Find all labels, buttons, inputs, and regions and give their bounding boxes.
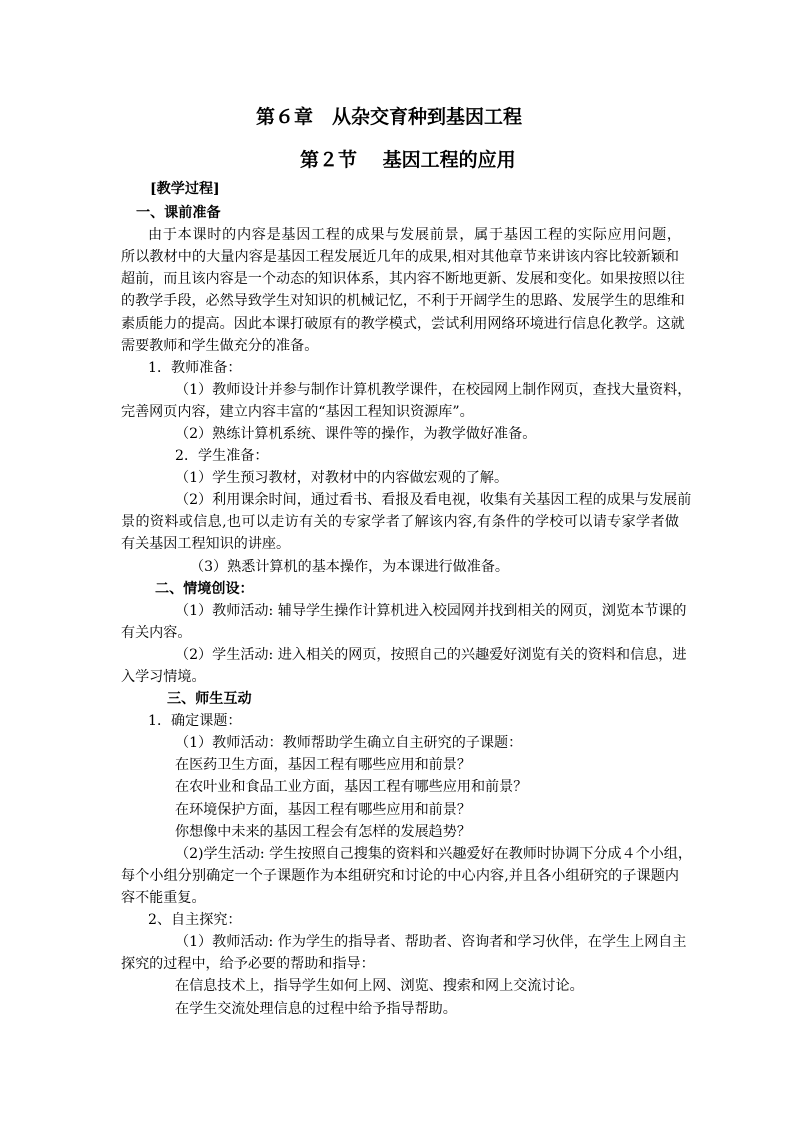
paragraph-line: （1）学生预习教材，对教材中的内容做宏观的了解。 [175,470,509,486]
heading-pre-class-preparation: 一、课前准备 [136,205,221,221]
paragraph-line: 有关内容。 [121,625,192,641]
paragraph-line: 超前，而且该内容是一个动态的知识体系，其内容不断地更新、发展和变化。如果按照以往 [121,271,685,287]
teacher-preparation-heading: 1．教师准备： [148,360,242,376]
paragraph-line: （1）教师活动: 作为学生的指导者、帮助者、咨询者和学习伙伴，在学生上网自主 [175,934,687,950]
paragraph-line: 景的资料或信息,也可以走访有关的专家学者了解该内容,有条件的学校可以请专家学者做 [121,514,679,530]
paragraph-line: 容不能重复。 [121,890,206,906]
paragraph-line: 入学习情境。 [121,669,206,685]
paragraph-line: 每个小组分别确定一个子课题作为本组研究和讨论的中心内容,并且各小组研究的子课题内 [121,868,679,884]
paragraph-line: （3）熟悉计算机的基本操作，为本课进行做准备。 [190,559,510,575]
question-line: 你想像中未来的基因工程会有怎样的发展趋势？ [175,824,471,840]
paragraph-line: （2）学生活动: 进入相关的网页，按照自己的兴趣爱好浏览有关的资料和信息，进 [175,647,687,663]
paragraph-line: 在学生交流处理信息的过程中给予指导帮助。 [175,1001,457,1017]
paragraph-line: 完善网页内容，建立内容丰富的“基因工程知识资源库”。 [121,404,474,420]
chapter-title: 第６章 从杂交育种到基因工程 [256,106,523,128]
question-line: 在农叶业和食品工业方面，基因工程有哪些应用和前景？ [175,779,528,795]
determine-topic-heading: 1．确定课题： [148,713,242,729]
paragraph-line: 需要教师和学生做充分的准备。 [121,338,319,354]
paragraph-line: （2）利用课余时间，通过看书、看报及看电视，收集有关基因工程的成果与发展前 [175,492,692,508]
paragraph-line: 探究的过程中，给予必要的帮助和指导： [121,956,375,972]
paragraph-line: 所以教材中的大量内容是基因工程发展近几年的成果,相对其他章节来讲该内容比较新颖和 [121,249,679,265]
paragraph-line: （2)学生活动: 学生按照自己搜集的资料和兴趣爱好在教师时协调下分成４个小组， [175,846,692,862]
paragraph-line: （1）教师设计并参与制作计算机教学课件，在校园网上制作网页，查找大量资料， [175,382,692,398]
teaching-process-label: [教学过程] [150,181,220,197]
paragraph-line: （1）教师活动：教师帮助学生确立自主研究的子课题： [175,735,523,751]
independent-exploration-heading: 2、自主探究： [148,912,242,928]
paragraph-line: 由于本课时的内容是基因工程的成果与发展前景，属于基因工程的实际应用问题， [148,227,681,243]
paragraph-line: 在信息技术上，指导学生如何上网、浏览、搜索和网上交流讨论。 [175,978,584,994]
paragraph-line: （1）教师活动: 辅导学生操作计算机进入校园网并找到相关的网页，浏览本节课的 [175,603,687,619]
paragraph-line: 素质能力的提高。因此本课打破原有的教学模式，尝试利用网络环境进行信息化教学。这就 [121,316,685,332]
student-preparation-heading: 2．学生准备： [175,448,269,464]
heading-situation-creation: 二、情境创设： [155,581,254,597]
paragraph-line: （2）熟练计算机系统、课件等的操作，为教学做好准备。 [175,426,537,442]
heading-teacher-student-interaction: 三、师生互动 [167,691,252,707]
paragraph-line: 有关基因工程知识的讲座。 [121,536,291,552]
paragraph-line: 的教学手段，必然导致学生对知识的机械记忆，不利于开阔学生的思路、发展学生的思维和 [121,293,685,309]
question-line: 在环境保护方面，基因工程有哪些应用和前景？ [175,802,471,818]
question-line: 在医药卫生方面，基因工程有哪些应用和前景？ [175,757,471,773]
section-title: 第２节 基因工程的应用 [300,149,516,171]
